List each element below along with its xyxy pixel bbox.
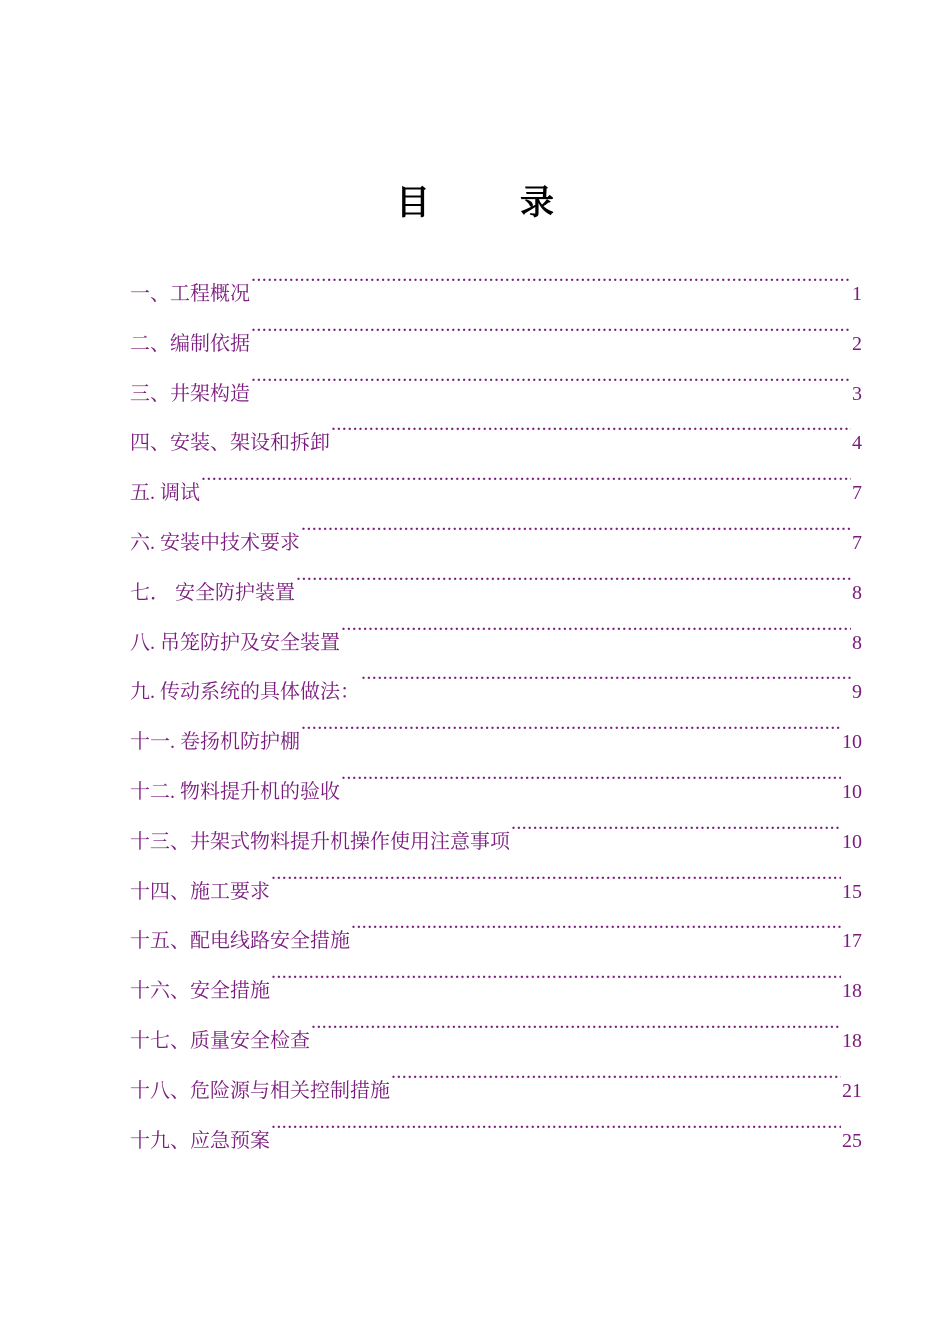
toc-dot-leader [271, 848, 841, 898]
toc-entry-label: 六. 安装中技术要求 [130, 531, 300, 554]
toc-entry-label: 十七、质量安全检查 [130, 1029, 310, 1052]
toc-page-number: 21 [842, 1079, 862, 1102]
page-title [0, 178, 950, 228]
table-of-contents [130, 250, 862, 1152]
toc-dot-leader [251, 250, 851, 300]
toc-dot-leader [296, 549, 851, 599]
toc-page-number: 8 [852, 581, 862, 604]
toc-dot-leader [361, 648, 851, 698]
toc-page-number: 10 [842, 731, 862, 754]
toc-page-number: 10 [842, 780, 862, 803]
toc-dot-leader [201, 449, 851, 499]
toc-dot-leader [271, 947, 841, 997]
toc-dot-leader [251, 350, 851, 400]
toc-page-number: 3 [852, 382, 862, 405]
toc-page-number: 9 [852, 681, 862, 704]
toc-dot-leader [271, 1097, 841, 1147]
toc-page-number: 17 [842, 930, 862, 953]
toc-dot-leader [351, 897, 841, 947]
toc-dot-leader [331, 399, 851, 449]
toc-entry[interactable] [130, 499, 862, 554]
toc-entry-label: 十四、施工要求 [130, 880, 270, 903]
toc-entry-label: 十二. 物料提升机的验收 [130, 780, 340, 803]
toc-page-number: 1 [852, 283, 862, 305]
toc-entry-label: 八. 吊笼防护及安全装置 [130, 631, 340, 654]
toc-page-number: 25 [842, 1129, 862, 1152]
toc-page-number: 4 [852, 432, 862, 455]
toc-page-number: 15 [842, 880, 862, 903]
toc-page-number: 2 [852, 332, 862, 355]
toc-page-number: 18 [842, 980, 862, 1003]
toc-entry-label: 十一. 卷扬机防护棚 [130, 731, 300, 754]
toc-entry-label: 七． 安全防护装置 [130, 581, 295, 604]
toc-dot-leader [301, 499, 851, 549]
title-char-2: 录 [520, 183, 554, 223]
toc-entry-label: 二、编制依据 [130, 332, 250, 355]
toc-entry-label: 一、工程概况 [130, 283, 250, 305]
toc-entry-label: 三、井架构造 [130, 382, 250, 405]
toc-entry-label: 十六、安全措施 [130, 980, 270, 1003]
toc-entry-label: 十五、配电线路安全措施 [130, 930, 350, 953]
title-char-1: 目 [396, 183, 430, 223]
toc-dot-leader [251, 300, 851, 350]
toc-entry-label: 十八、危险源与相关控制措施 [130, 1079, 390, 1102]
toc-page-number: 7 [852, 531, 862, 554]
toc-page-number: 18 [842, 1029, 862, 1052]
toc-entry[interactable] [130, 250, 862, 305]
toc-page-number: 10 [842, 830, 862, 853]
toc-dot-leader [301, 698, 841, 748]
toc-page-number: 7 [852, 482, 862, 505]
toc-dot-leader [341, 599, 851, 649]
toc-dot-leader [511, 798, 841, 848]
toc-dot-leader [341, 748, 841, 798]
toc-entry-label: 五. 调试 [130, 482, 200, 505]
toc-dot-leader [391, 1047, 841, 1097]
toc-entry-label: 十三、井架式物料提升机操作使用注意事项 [130, 830, 510, 853]
toc-entry-label: 九. 传动系统的具体做法： [130, 681, 360, 704]
toc-entry-label: 十九、应急预案 [130, 1129, 270, 1152]
toc-dot-leader [311, 997, 841, 1047]
toc-page-number: 8 [852, 631, 862, 654]
toc-entry-label: 四、安装、架设和拆卸 [130, 432, 330, 455]
toc-entry[interactable] [130, 449, 862, 505]
